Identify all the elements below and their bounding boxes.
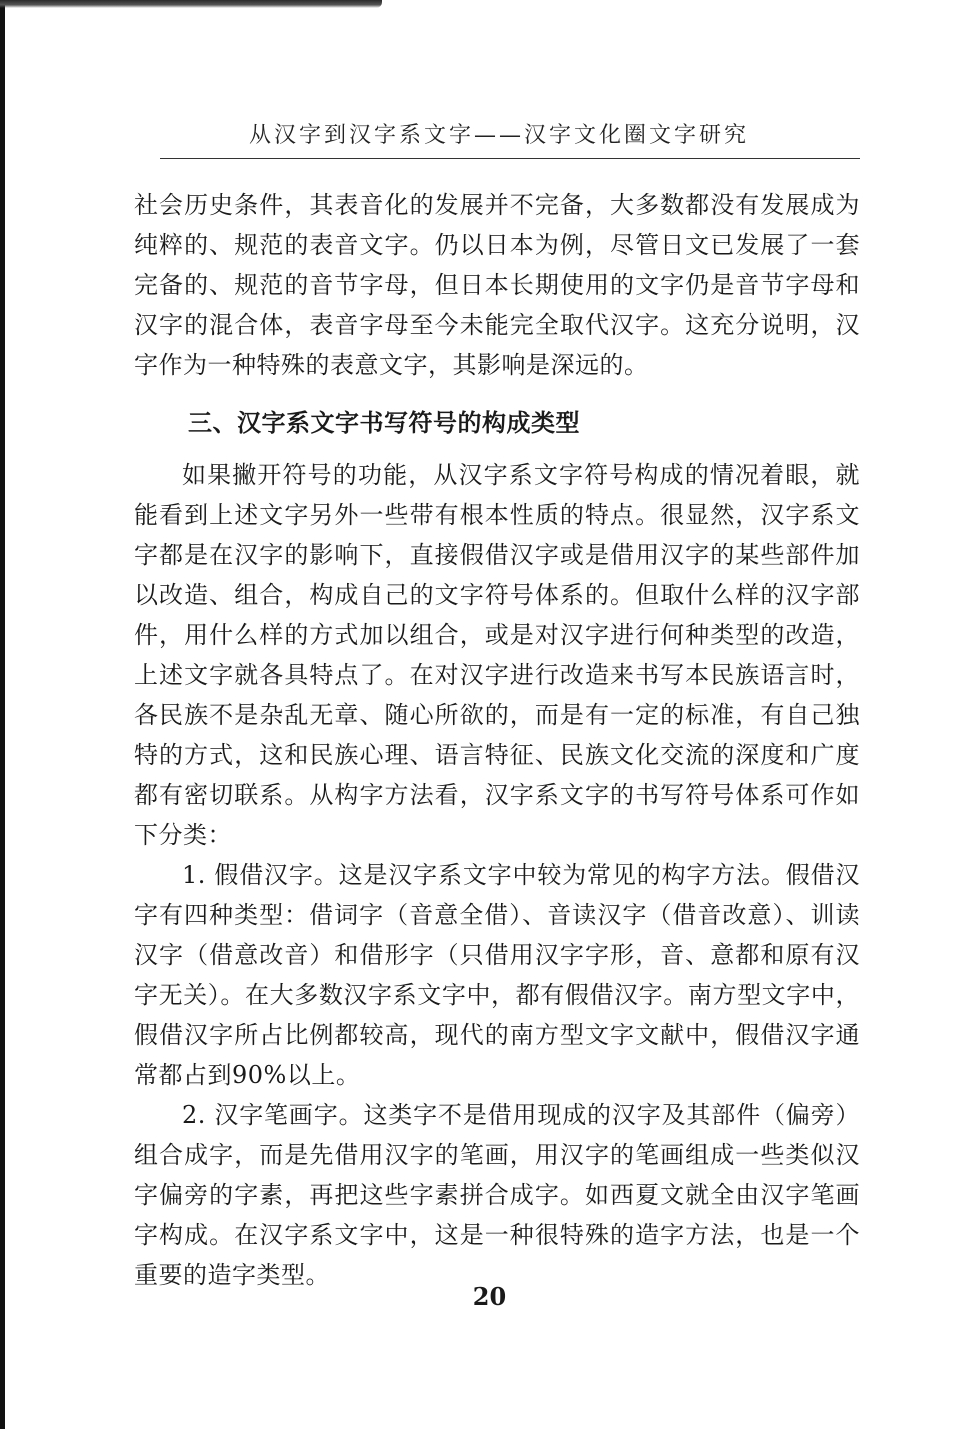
scan-artifact xyxy=(0,0,382,8)
section-heading: 三、汉字系文字书写符号的构成类型 xyxy=(188,409,580,437)
page-body xyxy=(134,185,860,1295)
list-item-1: 1. 假借汉字。这是汉字系文字中较为常见的构字方法。假借汉字有四种类型：借词字（音意全借）、音读汉字（借音改意）、训读汉字（借意改音）和借形字（只借用汉字字形，音、意都和原有汉字无关）。在大多数汉字系文字中，都有假借汉字。南方型文字中，假借汉字所占比例都较高，现代的南方型文字文献中，假借汉字通常都占到90%以上。 xyxy=(134,861,860,1089)
header-rule xyxy=(160,158,860,159)
scan-left-edge xyxy=(0,0,5,1429)
page-number: 20 xyxy=(472,1282,507,1311)
list-item-2: 2. 汉字笔画字。这类字不是借用现成的汉字及其部件（偏旁）组合成字，而是先借用汉字的笔画，用汉字的笔画组成一些类似汉字偏旁的字素，再把这些字素拼合成字。如西夏文就全由汉字笔画字构成。在汉字系文字中，这是一种很特殊的造字方法，也是一个重要的造字类型。 xyxy=(134,1101,860,1289)
running-header: 从汉字到汉字系文字——汉字文化圈文字研究 xyxy=(248,123,749,148)
paragraph-continued: 社会历史条件，其表音化的发展并不完备，大多数都没有发展成为纯粹的、规范的表音文字。仍以日本为例，尽管日文已发展了一套完备的、规范的音节字母，但日本长期使用的文字仍是音节字母和汉字的混合体，表音字母至今未能完全取代汉字。这充分说明，汉字作为一种特殊的表意文字，其影响是深远的。 xyxy=(134,191,860,379)
paragraph-intro: 如果撇开符号的功能，从汉字系文字符号构成的情况着眼，就能看到上述文字另外一些带有根本性质的特点。很显然，汉字系文字都是在汉字的影响下，直接假借汉字或是借用汉字的某些部件加以改造、组合，构成自己的文字符号体系的。但取什么样的汉字部件，用什么样的方式加以组合，或是对汉字进行何种类型的改造，上述文字就各具特点了。在对汉字进行改造来书写本民族语言时，各民族不是杂乱无章、随心所欲的，而是有一定的标准，有自己独特的方式，这和民族心理、语言特征、民族文化交流的深度和广度都有密切联系。从构字方法看，汉字系文字的书写符号体系可作如下分类： xyxy=(134,461,860,849)
